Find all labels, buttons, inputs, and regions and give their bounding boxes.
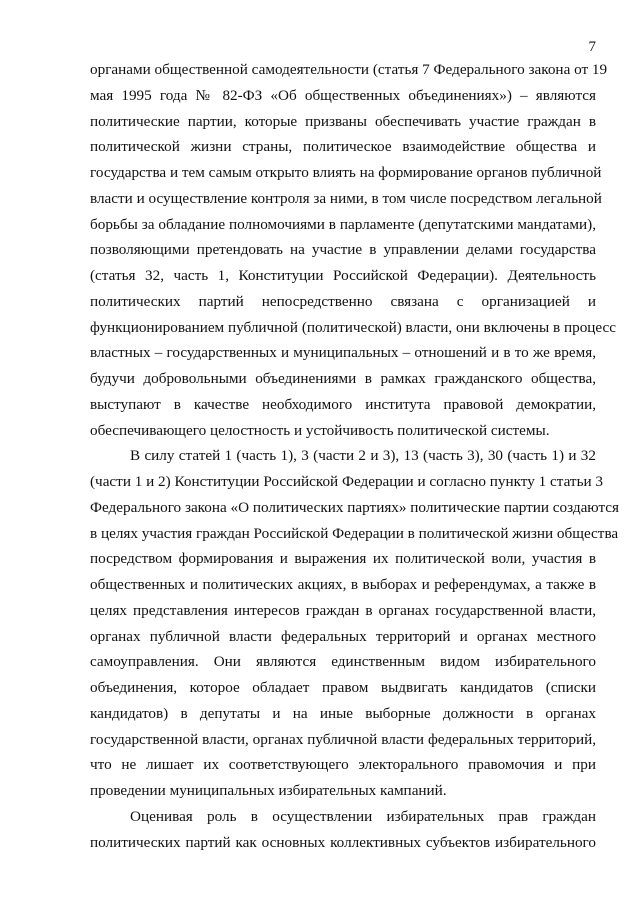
text-line: (части 1 и 2) Конституции Российской Федерации и согласно пункту 1 статьи 3 [90, 473, 604, 490]
paragraph-3 [90, 804, 596, 856]
text-line: властных – государственных и муниципальных – отношений и в то же время, [90, 344, 596, 362]
document-body [90, 57, 620, 855]
text-line: государства и тем самым открыто влиять на формирование органов публичной [90, 164, 602, 181]
text-line: власти и осуществление контроля за ними, в том числе посредством легальной [90, 189, 602, 207]
text-line: политические партии, которые призваны обеспечивать участие граждан в [90, 112, 596, 130]
text-line: посредством формирования и выражения их политической воли, участия в [90, 550, 596, 568]
text-line: В силу статей 1 (часть 1), 3 (части 2 и 3), 13 (часть 3), 30 (часть 1) и 32 [130, 447, 596, 465]
text-line: позволяющими претендовать на участие в управлении делами государства [90, 241, 596, 259]
text-line: целях представления интересов граждан в органах государственной власти, [90, 601, 596, 619]
text-line: объединения, которое обладает правом выдвигать кандидатов (списки [90, 679, 596, 696]
text-line: Федерального закона «О политических партиях» политические партии создаются [90, 498, 620, 516]
paragraph-1 [90, 57, 617, 443]
text-line: Оценивая роль в осуществлении избирательных прав граждан [130, 807, 596, 825]
text-line: органами общественной самодеятельности (статья 7 Федерального закона от 19 [90, 61, 608, 78]
text-line: политических партий как основных коллективных субъектов избирательного [90, 833, 596, 851]
text-line: борьбы за обладание полномочиями в парламенте (депутатскими мандатами), [90, 215, 596, 233]
text-line: проведении муниципальных избирательных кампаний. [90, 782, 447, 799]
text-line: общественных и политических акциях, в выборах и референдумах, а также в [90, 576, 596, 593]
text-line: будучи добровольными объединениями в рамках гражданского общества, [90, 370, 596, 387]
text-line: в целях участия граждан Российской Федерации в политической жизни общества [90, 524, 619, 542]
paragraph-2 [90, 443, 620, 804]
text-line: (статья 32, часть 1, Конституции Российской Федерации). Деятельность [90, 267, 596, 284]
text-line: государственной власти, органах публичной власти федеральных территорий, [90, 730, 596, 748]
text-line: выступают в качестве необходимого института правовой демократии, [90, 395, 596, 413]
text-line: органах публичной власти федеральных территорий и органах местного [90, 627, 596, 645]
text-line: самоуправления. Они являются единственным видом избирательного [90, 653, 596, 671]
text-line: кандидатов) в депутаты и на иные выборные должности в органах [90, 704, 596, 722]
text-line: обеспечивающего целостность и устойчивость политической системы. [90, 421, 550, 439]
text-line: политических партий непосредственно связана с организацией и [90, 292, 596, 310]
text-line: что не лишает их соответствующего электорального правомочия и при [90, 756, 596, 774]
text-line: политической жизни страны, политическое взаимодействие общества и [90, 138, 596, 156]
page-number: 7 [588, 39, 596, 55]
text-line: мая 1995 года № 82-ФЗ «Об общественных объединениях») – являются [90, 86, 596, 104]
text-line: функционированием публичной (политической) власти, они включены в процесс [90, 318, 617, 336]
